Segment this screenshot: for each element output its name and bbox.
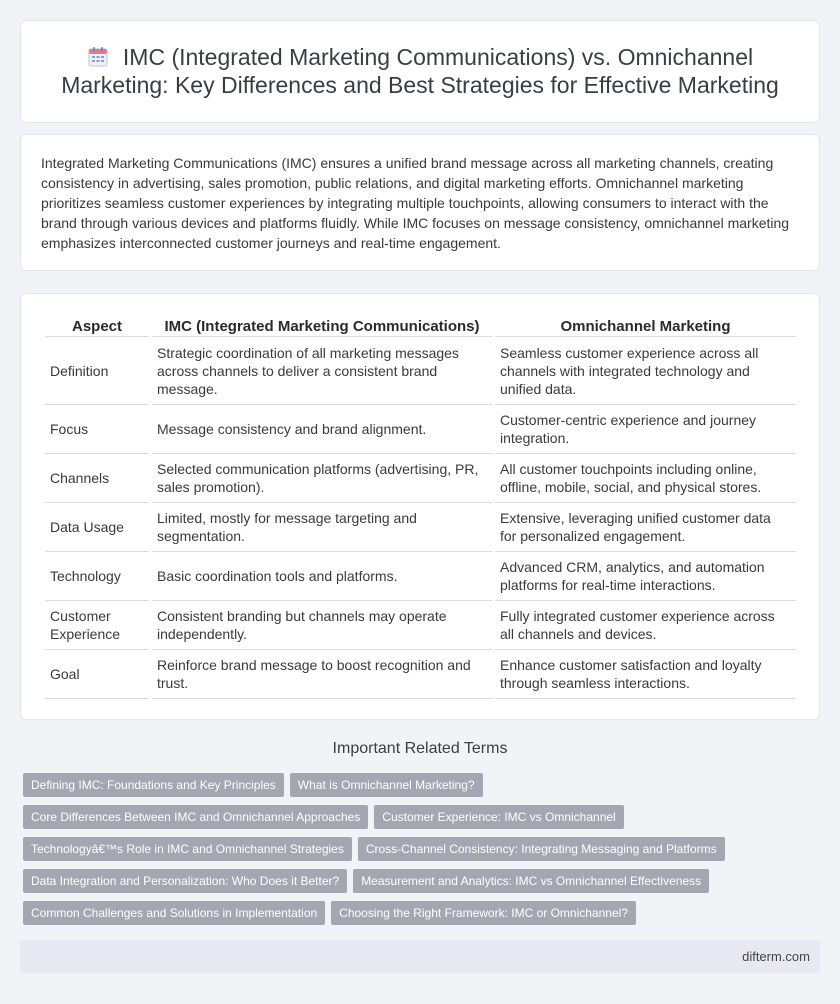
intro-paragraph: Integrated Marketing Communications (IMC) ensures a unified brand message across all marketing channels, creating consistency in advertising, sales promotion, public relations, and digital marketing efforts. Omnichannel marketing prioritizes seamless customer experiences by integrating multiple touchpoints, allowing consumers to interact with the brand through various devices and platforms fluidly. While IMC focuses on message consistency, omnichannel marketing emphasizes interconnected customer journeys and real-time engagement. — [41, 155, 790, 251]
footer — [20, 940, 820, 973]
comparison-card — [20, 293, 820, 720]
related-term-link[interactable]: Customer Experience: IMC vs Omnichannel — [374, 805, 623, 829]
aspect-cell: Customer Experience — [45, 601, 149, 650]
intro-card — [20, 134, 820, 271]
related-term-link[interactable]: Choosing the Right Framework: IMC or Omnichannel? — [331, 901, 636, 925]
header-omnichannel: Omnichannel Marketing — [495, 314, 796, 337]
table-row — [45, 552, 796, 601]
aspect-cell: Definition — [45, 337, 149, 405]
related-term-link[interactable]: Technologyâ€™s Role in IMC and Omnichannel Strategies — [23, 837, 352, 861]
title-text: IMC (Integrated Marketing Communications) vs. Omnichannel Marketing: Key Differences and Best Strategies for Effective Marketing — [61, 44, 779, 98]
omnichannel-cell: Advanced CRM, analytics, and automation platforms for real-time interactions. — [495, 552, 796, 601]
aspect-cell: Focus — [45, 405, 149, 454]
related-terms-heading: Important Related Terms — [332, 740, 508, 757]
tag-row — [23, 869, 823, 901]
related-term-link[interactable]: Measurement and Analytics: IMC vs Omnichannel Effectiveness — [353, 869, 709, 893]
header-aspect: Aspect — [45, 314, 149, 337]
table-row — [45, 601, 796, 650]
tag-row — [23, 773, 823, 805]
related-term-link[interactable]: Defining IMC: Foundations and Key Principles — [23, 773, 284, 797]
table-header-row — [45, 314, 796, 337]
related-term-link[interactable]: Cross-Channel Consistency: Integrating Messaging and Platforms — [358, 837, 725, 861]
omnichannel-cell: Enhance customer satisfaction and loyalty through seamless interactions. — [495, 650, 796, 699]
imc-cell: Reinforce brand message to boost recognition and trust. — [152, 650, 492, 699]
table-row — [45, 454, 796, 503]
imc-cell: Selected communication platforms (advertising, PR, sales promotion). — [152, 454, 492, 503]
calendar-icon — [87, 46, 109, 68]
related-term-link[interactable]: What is Omnichannel Marketing? — [290, 773, 483, 797]
imc-cell: Basic coordination tools and platforms. — [152, 552, 492, 601]
imc-cell: Consistent branding but channels may operate independently. — [152, 601, 492, 650]
omnichannel-cell: Customer-centric experience and journey integration. — [495, 405, 796, 454]
omnichannel-cell: Extensive, leveraging unified customer data for personalized engagement. — [495, 503, 796, 552]
related-terms-list — [23, 773, 823, 933]
tag-row — [23, 805, 823, 837]
table-row — [45, 503, 796, 552]
omnichannel-cell: Fully integrated customer experience across all channels and devices. — [495, 601, 796, 650]
omnichannel-cell: All customer touchpoints including online, offline, mobile, social, and physical stores. — [495, 454, 796, 503]
aspect-cell: Data Usage — [45, 503, 149, 552]
imc-cell: Message consistency and brand alignment. — [152, 405, 492, 454]
title-card — [20, 20, 820, 123]
aspect-cell: Technology — [45, 552, 149, 601]
table-row — [45, 405, 796, 454]
aspect-cell: Goal — [45, 650, 149, 699]
omnichannel-cell: Seamless customer experience across all channels with integrated technology and unified data. — [495, 337, 796, 405]
table-row — [45, 337, 796, 405]
tag-row — [23, 837, 823, 869]
aspect-cell: Channels — [45, 454, 149, 503]
header-imc: IMC (Integrated Marketing Communications) — [152, 314, 492, 337]
page-title — [51, 43, 789, 99]
related-term-link[interactable]: Core Differences Between IMC and Omnichannel Approaches — [23, 805, 368, 829]
related-term-link[interactable]: Common Challenges and Solutions in Implementation — [23, 901, 325, 925]
comparison-table — [42, 314, 799, 699]
related-term-link[interactable]: Data Integration and Personalization: Who Does it Better? — [23, 869, 347, 893]
imc-cell: Strategic coordination of all marketing messages across channels to deliver a consistent brand message. — [152, 337, 492, 405]
footer-site-link[interactable]: difterm.com — [742, 949, 810, 964]
tag-row — [23, 901, 823, 933]
table-row — [45, 650, 796, 699]
imc-cell: Limited, mostly for message targeting and segmentation. — [152, 503, 492, 552]
